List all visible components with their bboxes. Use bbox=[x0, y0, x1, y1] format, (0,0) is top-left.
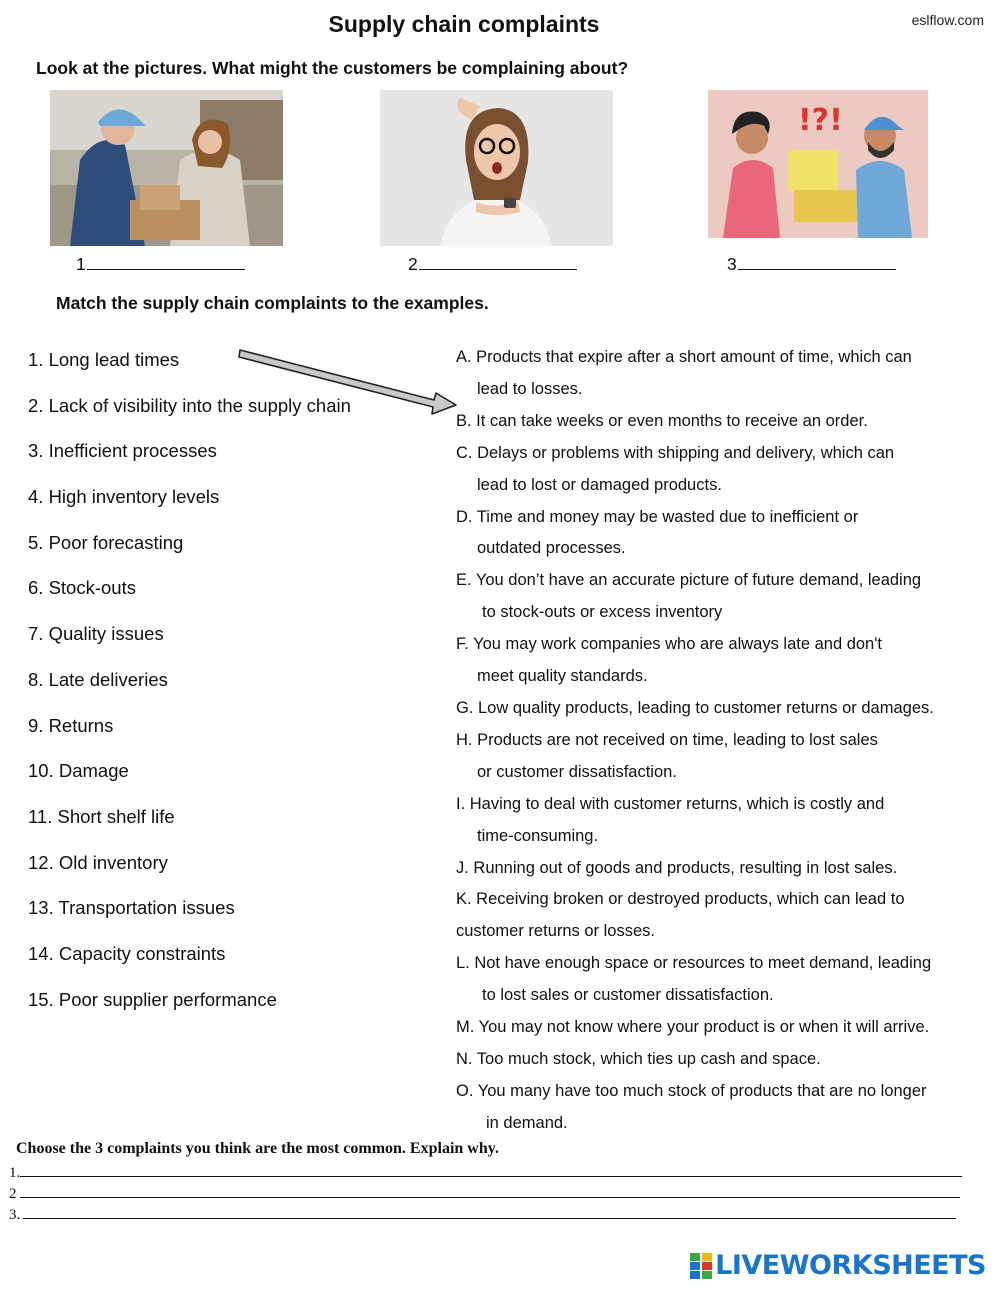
complaint-item[interactable]: 1. Long lead times bbox=[28, 349, 180, 370]
picture-3-blank[interactable] bbox=[738, 253, 896, 270]
complaint-item[interactable]: 4. High inventory levels bbox=[28, 486, 220, 508]
late-watch-photo bbox=[380, 90, 613, 246]
answer-line[interactable] bbox=[20, 1184, 960, 1198]
example-line: lead to losses. bbox=[477, 379, 583, 398]
complaint-item[interactable]: 6. Stock-outs bbox=[28, 577, 136, 599]
liveworksheets-blocks-icon bbox=[690, 1253, 712, 1279]
explain-instruction: Choose the 3 complaints you think are the most common. Explain why. bbox=[16, 1140, 499, 1157]
example-line[interactable]: J. Running out of goods and products, resulting in lost sales. bbox=[456, 858, 898, 877]
complaint-item[interactable]: 11. Short shelf life bbox=[28, 805, 175, 827]
example-line: customer returns or losses. bbox=[456, 922, 655, 941]
site-name: eslflow.com bbox=[911, 12, 984, 28]
example-line[interactable]: N. Too much stock, which ties up cash and space. bbox=[456, 1049, 821, 1068]
complaint-item[interactable]: 2. Lack of visibility into the supply chain bbox=[28, 394, 351, 416]
complaint-item[interactable]: 15. Poor supplier performance bbox=[28, 988, 277, 1010]
picture-2-answer[interactable] bbox=[408, 253, 577, 275]
picture-3-answer[interactable] bbox=[727, 253, 896, 275]
brand-name: LIVEWORKSHEETS bbox=[715, 1250, 986, 1281]
liveworksheets-logo[interactable] bbox=[690, 1250, 986, 1281]
complaint-item[interactable]: 7. Quality issues bbox=[28, 623, 164, 645]
example-line[interactable]: M. You may not know where your product is or when it will arrive. bbox=[456, 1018, 930, 1037]
complaint-item[interactable]: 8. Late deliveries bbox=[28, 668, 168, 690]
picture-1-blank[interactable] bbox=[87, 253, 245, 270]
picture-2-blank[interactable] bbox=[419, 253, 577, 270]
example-line[interactable]: I. Having to deal with customer returns, which is costly and bbox=[456, 794, 885, 813]
pictures-instruction: Look at the pictures. What might the customers be complaining about? bbox=[36, 58, 629, 78]
picture-2-number: 2 bbox=[408, 254, 418, 274]
example-arrow-icon bbox=[238, 342, 460, 422]
complaint-item[interactable]: 5. Poor forecasting bbox=[28, 531, 184, 553]
example-line[interactable]: L. Not have enough space or resources to meet demand, leading bbox=[456, 954, 932, 973]
picture-1-answer[interactable] bbox=[76, 253, 245, 275]
damaged-shirt-illustration bbox=[708, 90, 928, 238]
answer-number: 1. bbox=[9, 1165, 21, 1181]
example-line: outdated processes. bbox=[477, 539, 626, 558]
example-line[interactable]: G. Low quality products, leading to customer returns or damages. bbox=[456, 698, 934, 717]
answer-number: 2 bbox=[9, 1186, 17, 1202]
complaint-item[interactable]: 13. Transportation issues bbox=[28, 897, 235, 919]
example-line[interactable]: H. Products are not received on time, leading to lost sales bbox=[456, 730, 878, 749]
example-line: or customer dissatisfaction. bbox=[477, 762, 677, 781]
example-line[interactable]: B. It can take weeks or even months to receive an order. bbox=[456, 411, 868, 430]
complaint-item[interactable]: 12. Old inventory bbox=[28, 851, 168, 873]
example-line[interactable]: F. You may work companies who are always late and don't bbox=[456, 635, 882, 654]
example-line: lead to lost or damaged products. bbox=[477, 475, 722, 494]
example-line[interactable]: D. Time and money may be wasted due to inefficient or bbox=[456, 507, 859, 526]
answer-row-1[interactable] bbox=[9, 1163, 962, 1182]
example-line: in demand. bbox=[486, 1113, 568, 1132]
picture-1-number: 1 bbox=[76, 254, 86, 274]
answer-line[interactable] bbox=[20, 1163, 962, 1177]
example-line[interactable]: C. Delays or problems with shipping and delivery, which can bbox=[456, 443, 895, 462]
worksheet-title: Supply chain complaints bbox=[328, 11, 600, 37]
answer-row-2[interactable] bbox=[9, 1184, 960, 1203]
example-line[interactable]: E. You don’t have an accurate picture of future demand, leading bbox=[456, 571, 922, 590]
complaint-item[interactable]: 3. Inefficient processes bbox=[28, 440, 217, 462]
complaint-item[interactable]: 9. Returns bbox=[28, 714, 114, 736]
complaint-item[interactable]: 14. Capacity constraints bbox=[28, 942, 226, 964]
answer-row-3[interactable] bbox=[9, 1205, 956, 1224]
example-line: meet quality standards. bbox=[477, 667, 648, 686]
complaints-list bbox=[28, 347, 351, 1032]
svg-text:!?!: !?! bbox=[798, 103, 843, 138]
delivery-complaint-photo bbox=[50, 90, 283, 246]
example-line: to lost sales or customer dissatisfaction. bbox=[482, 986, 774, 1005]
example-line: time-consuming. bbox=[477, 826, 599, 845]
complaint-item[interactable]: 10. Damage bbox=[28, 760, 129, 782]
picture-3-number: 3 bbox=[727, 254, 737, 274]
answer-line[interactable] bbox=[23, 1205, 956, 1219]
example-line[interactable]: A. Products that expire after a short amount of time, which can bbox=[456, 348, 912, 366]
matching-instruction: Match the supply chain complaints to the examples. bbox=[56, 293, 489, 313]
answer-number: 3. bbox=[9, 1207, 21, 1223]
example-line[interactable]: K. Receiving broken or destroyed products, which can lead to bbox=[456, 890, 905, 909]
example-line[interactable]: O. You many have too much stock of products that are no longer bbox=[456, 1081, 927, 1100]
examples-list bbox=[456, 342, 986, 1140]
example-line: to stock-outs or excess inventory bbox=[482, 603, 723, 622]
